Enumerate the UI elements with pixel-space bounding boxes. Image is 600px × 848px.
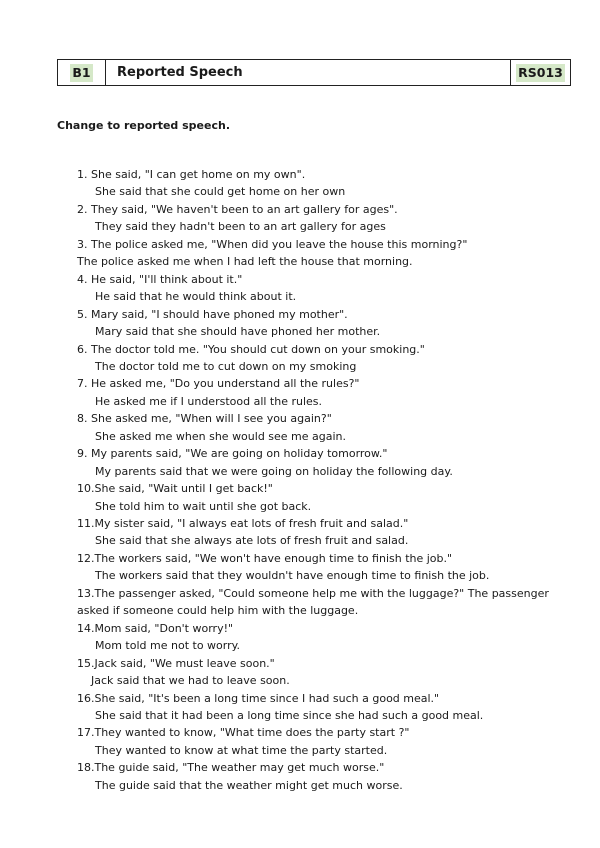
exercise-question: 11.My sister said, "I always eat lots of fresh fruit and salad." <box>77 517 409 530</box>
exercise-question: 1. She said, "I can get home on my own". <box>77 168 306 181</box>
exercise-answer: Mom told me not to worry. <box>95 639 241 653</box>
exercise-answer: He asked me if I understood all the rules. <box>95 394 323 408</box>
exercise-answer: Mary said that she should have phoned her mother. <box>95 325 381 339</box>
exercise-question: 3. The police asked me, "When did you leave the house this morning?" <box>77 237 468 251</box>
exercise-answer: The guide said that the weather might get much worse. <box>95 778 403 792</box>
exercise-question: 12.The workers said, "We won't have enough time to finish the job." <box>77 551 453 565</box>
exercise-answer: The workers said that they wouldn't have enough time to finish the job. <box>95 569 490 583</box>
exercise-question: 2. They said, "We haven't been to an art gallery for ages". <box>77 202 398 216</box>
worksheet-code-badge: RS013 <box>518 64 563 80</box>
exercise-question: 9. My parents said, "We are going on holiday tomorrow." <box>77 447 388 461</box>
exercise-answer: They said they hadn't been to an art gallery for ages <box>95 220 386 234</box>
exercise-question: 13.The passenger asked, "Could someone help me with the luggage?" The passenger <box>77 586 549 600</box>
exercise-question: 8. She asked me, "When will I see you again?" <box>77 412 332 426</box>
worksheet-title: Reported Speech <box>117 65 243 80</box>
title-cell <box>106 60 510 85</box>
exercise-question: 6. The doctor told me. "You should cut down on your smoking." <box>77 342 425 356</box>
exercise-answer: She said that she could get home on her own <box>95 185 346 199</box>
level-cell <box>58 60 106 85</box>
exercise-answer: asked if someone could help him with the luggage. <box>77 604 359 618</box>
exercise-question: 7. He asked me, "Do you understand all the rules?" <box>77 377 360 391</box>
exercise-question: 14.Mom said, "Don't worry!" <box>77 621 234 635</box>
exercise-answer: The doctor told me to cut down on my smoking <box>95 359 357 373</box>
exercise-question: 10.She said, "Wait until I get back!" <box>77 482 273 496</box>
exercise-answer: Jack said that we had to leave soon. <box>91 674 290 688</box>
exercise-question: 4. He said, "I'll think about it." <box>77 272 243 286</box>
exercise-answer: She said that it had been a long time since she had such a good meal. <box>95 708 484 722</box>
code-cell <box>510 60 570 85</box>
worksheet-header <box>57 59 571 86</box>
level-badge: B1 <box>72 64 91 80</box>
instruction-text: Change to reported speech. <box>57 119 231 132</box>
exercise-answer: She told him to wait until she got back. <box>95 499 312 513</box>
exercise-answer: They wanted to know at what time the party started. <box>95 743 388 757</box>
exercise-answer: She said that she always ate lots of fresh fruit and salad. <box>95 534 409 548</box>
exercise-answer: My parents said that we were going on holiday the following day. <box>95 464 453 478</box>
exercise-question: 16.She said, "It's been a long time since I had such a good meal." <box>77 691 440 705</box>
exercise-question: 5. Mary said, "I should have phoned my mother". <box>77 307 348 321</box>
exercise-answer: She asked me when she would see me again. <box>95 429 347 443</box>
exercise-question: 18.The guide said, "The weather may get much worse." <box>77 761 385 775</box>
exercise-answer: He said that he would think about it. <box>95 290 297 304</box>
exercise-question: 15.Jack said, "We must leave soon." <box>77 656 275 670</box>
exercise-question: 17.They wanted to know, "What time does the party start ?" <box>77 726 410 740</box>
exercise-answer: The police asked me when I had left the house that morning. <box>77 255 413 269</box>
